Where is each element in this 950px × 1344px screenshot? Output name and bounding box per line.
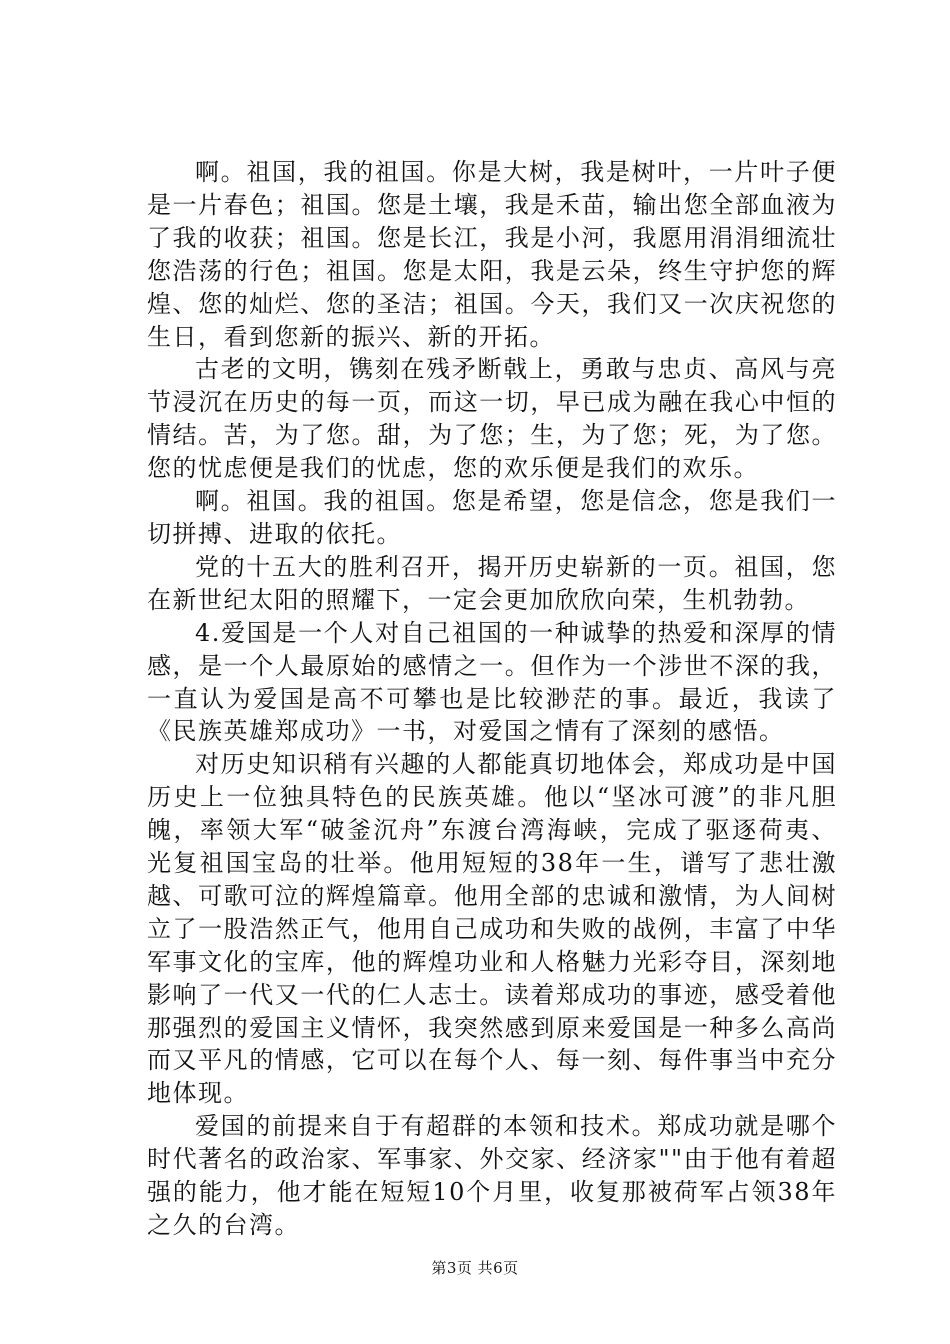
- body-text: [147, 156, 837, 1242]
- page-number-label: 第3页 共6页: [431, 1259, 519, 1277]
- page-footer: [0, 1258, 950, 1278]
- paragraph-2: 古老的文明，镌刻在残矛断戟上，勇敢与忠贞、高风与亮节浸沉在历史的每一页，而这一切，早已成为融在我心中恒的情结。苦，为了您。甜，为了您；生，为了您；死，为了您。您的忧虑便是我们的忧虑，您的欢乐便是我们的欢乐。: [147, 355, 837, 483]
- paragraph-1: 啊。祖国，我的祖国。你是大树，我是树叶，一片叶子便是一片春色；祖国。您是土壤，我是禾苗，输出您全部血液为了我的收获；祖国。您是长江，我是小河，我愿用涓涓细流壮您浩荡的行色；祖国。您是太阳，我是云朵，终生守护您的辉煌、您的灿烂、您的圣洁；祖国。今天，我们又一次庆祝您的生日，看到您新的振兴、新的开拓。: [147, 158, 837, 351]
- paragraph-5: 4.爱国是一个人对自己祖国的一种诚挚的热爱和深厚的情感，是一个人最原始的感情之一。但作为一个涉世不深的我，一直认为爱国是高不可攀也是比较渺茫的事。最近，我读了《民族英雄郑成功》一书，对爱国之情有了深刻的感悟。: [147, 618, 837, 746]
- paragraph-7: 爱国的前提来自于有超群的本领和技术。郑成功就是哪个时代著名的政治家、军事家、外交家、经济家""由于他有着超强的能力，他才能在短短10个月里，收复那被荷军占领38年之久的台湾。: [147, 1112, 837, 1239]
- paragraph-3: 啊。祖国。我的祖国。您是希望，您是信念，您是我们一切拼搏、进取的依托。: [147, 487, 837, 548]
- paragraph-4: 党的十五大的胜利召开，揭开历史崭新的一页。祖国，您在新世纪太阳的照耀下，一定会更加欣欣向荣，生机勃勃。: [147, 552, 837, 614]
- paragraph-6: 对历史知识稍有兴趣的人都能真切地体会，郑成功是中国历史上一位独具特色的民族英雄。他以“坚冰可渡”的非凡胆魄，率领大军“破釜沉舟”东渡台湾海峡，完成了驱逐荷夷、光复祖国宝岛的壮举。他用短短的38年一生，谱写了悲壮激越、可歌可泣的辉煌篇章。他用全部的忠诚和激情，为人间树立了一股浩然正气，他用自己成功和失败的战例，丰富了中华军事文化的宝库，他的辉煌功业和人格魅力光彩夺目，深刻地影响了一代又一代的仁人志士。读着郑成功的事迹，感受着他那强烈的爱国主义情怀，我突然感到原来爱国是一种多么高尚而又平凡的情感，它可以在每个人、每一刻、每件事当中充分地体现。: [147, 750, 837, 1108]
